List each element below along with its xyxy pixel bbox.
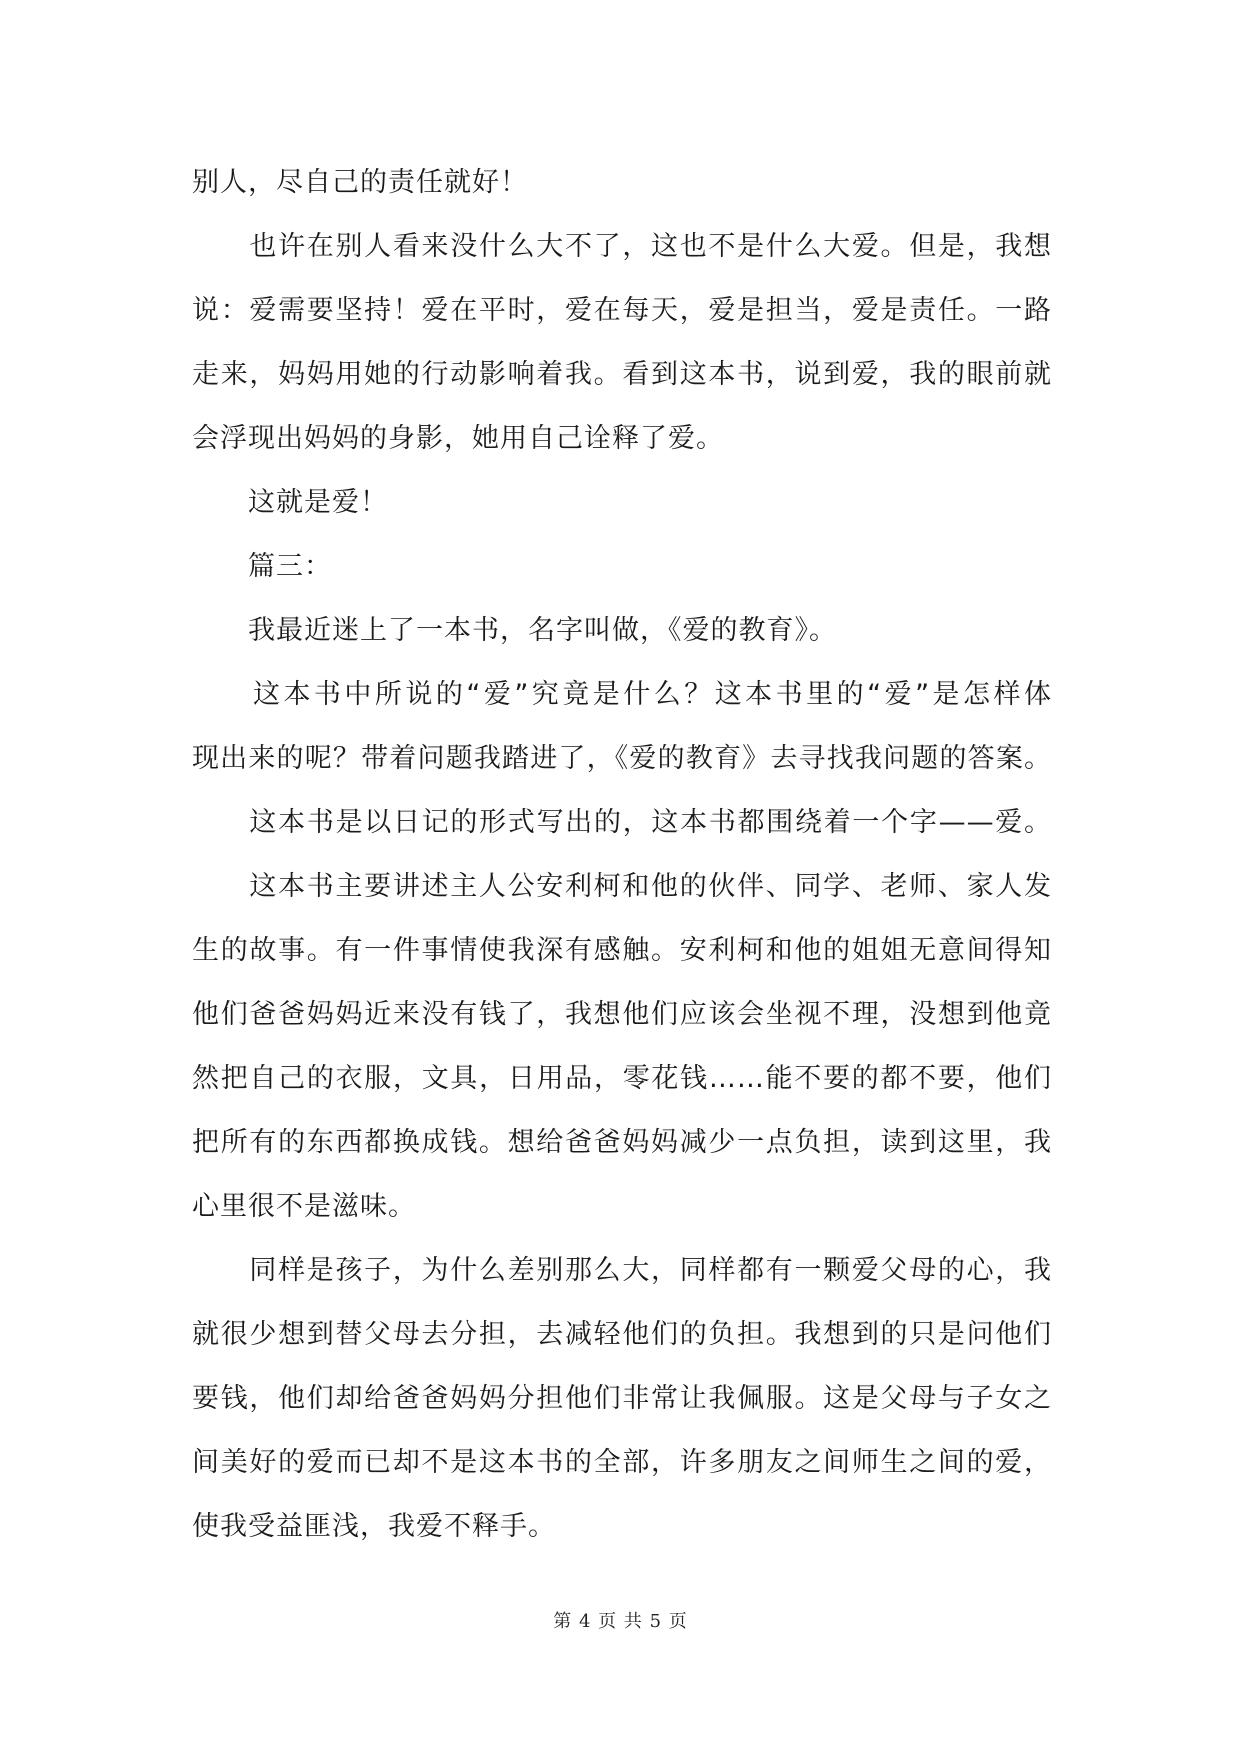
- text-line: 别人，尽自己的责任就好！: [192, 167, 528, 198]
- text-line: 这就是爱！: [192, 487, 388, 518]
- text-line: 就很少想到替父母去分担，去减轻他们的负担。我想到的只是问他们: [192, 1319, 1052, 1350]
- body-text: [192, 160, 1052, 1568]
- text-line: 这本书主要讲述主人公安利柯和他的伙伴、同学、老师、家人发: [192, 871, 1052, 902]
- text-line: 把所有的东西都换成钱。想给爸爸妈妈减少一点负担，读到这里，我: [192, 1127, 1052, 1158]
- text-line: 然把自己的衣服，文具，日用品，零花钱……能不要的都不要，他们: [192, 1063, 1052, 1094]
- text-line: 会浮现出妈妈的身影，她用自己诠释了爱。: [192, 423, 724, 454]
- text-line: 使我受益匪浅，我爱不释手。: [192, 1511, 556, 1542]
- text-line: 我最近迷上了一本书，名字叫做，《爱的教育》。: [192, 615, 837, 646]
- text-line: 这本书中所说的“爱”究竟是什么？这本书里的“爱”是怎样体: [192, 679, 1052, 710]
- text-line: 要钱，他们却给爸爸妈妈分担他们非常让我佩服。这是父母与子女之: [192, 1383, 1052, 1414]
- text-line: 也许在别人看来没什么大不了，这也不是什么大爱。但是，我想: [192, 231, 1052, 262]
- text-line: 他们爸爸妈妈近来没有钱了，我想他们应该会坐视不理，没想到他竟: [192, 999, 1052, 1030]
- text-line: 说：爱需要坚持！爱在平时，爱在每天，爱是担当，爱是责任。一路: [192, 295, 1052, 326]
- text-line: 同样是孩子，为什么差别那么大，同样都有一颗爱父母的心，我: [192, 1255, 1052, 1286]
- page-footer: 第 4 页 共 5 页: [553, 1611, 688, 1632]
- text-line: 现出来的呢？带着问题我踏进了，《爱的教育》去寻找我问题的答案。: [192, 743, 1052, 774]
- text-line: 心里很不是滋味。: [192, 1191, 416, 1222]
- text-line: 间美好的爱而已却不是这本书的全部，许多朋友之间师生之间的爱，: [192, 1447, 1052, 1478]
- text-line: 这本书是以日记的形式写出的，这本书都围绕着一个字——爱。: [192, 807, 1052, 838]
- text-line: 篇三：: [192, 551, 332, 582]
- text-line: 生的故事。有一件事情使我深有感触。安利柯和他的姐姐无意间得知: [192, 935, 1052, 966]
- text-line: 走来，妈妈用她的行动影响着我。看到这本书，说到爱，我的眼前就: [192, 359, 1052, 390]
